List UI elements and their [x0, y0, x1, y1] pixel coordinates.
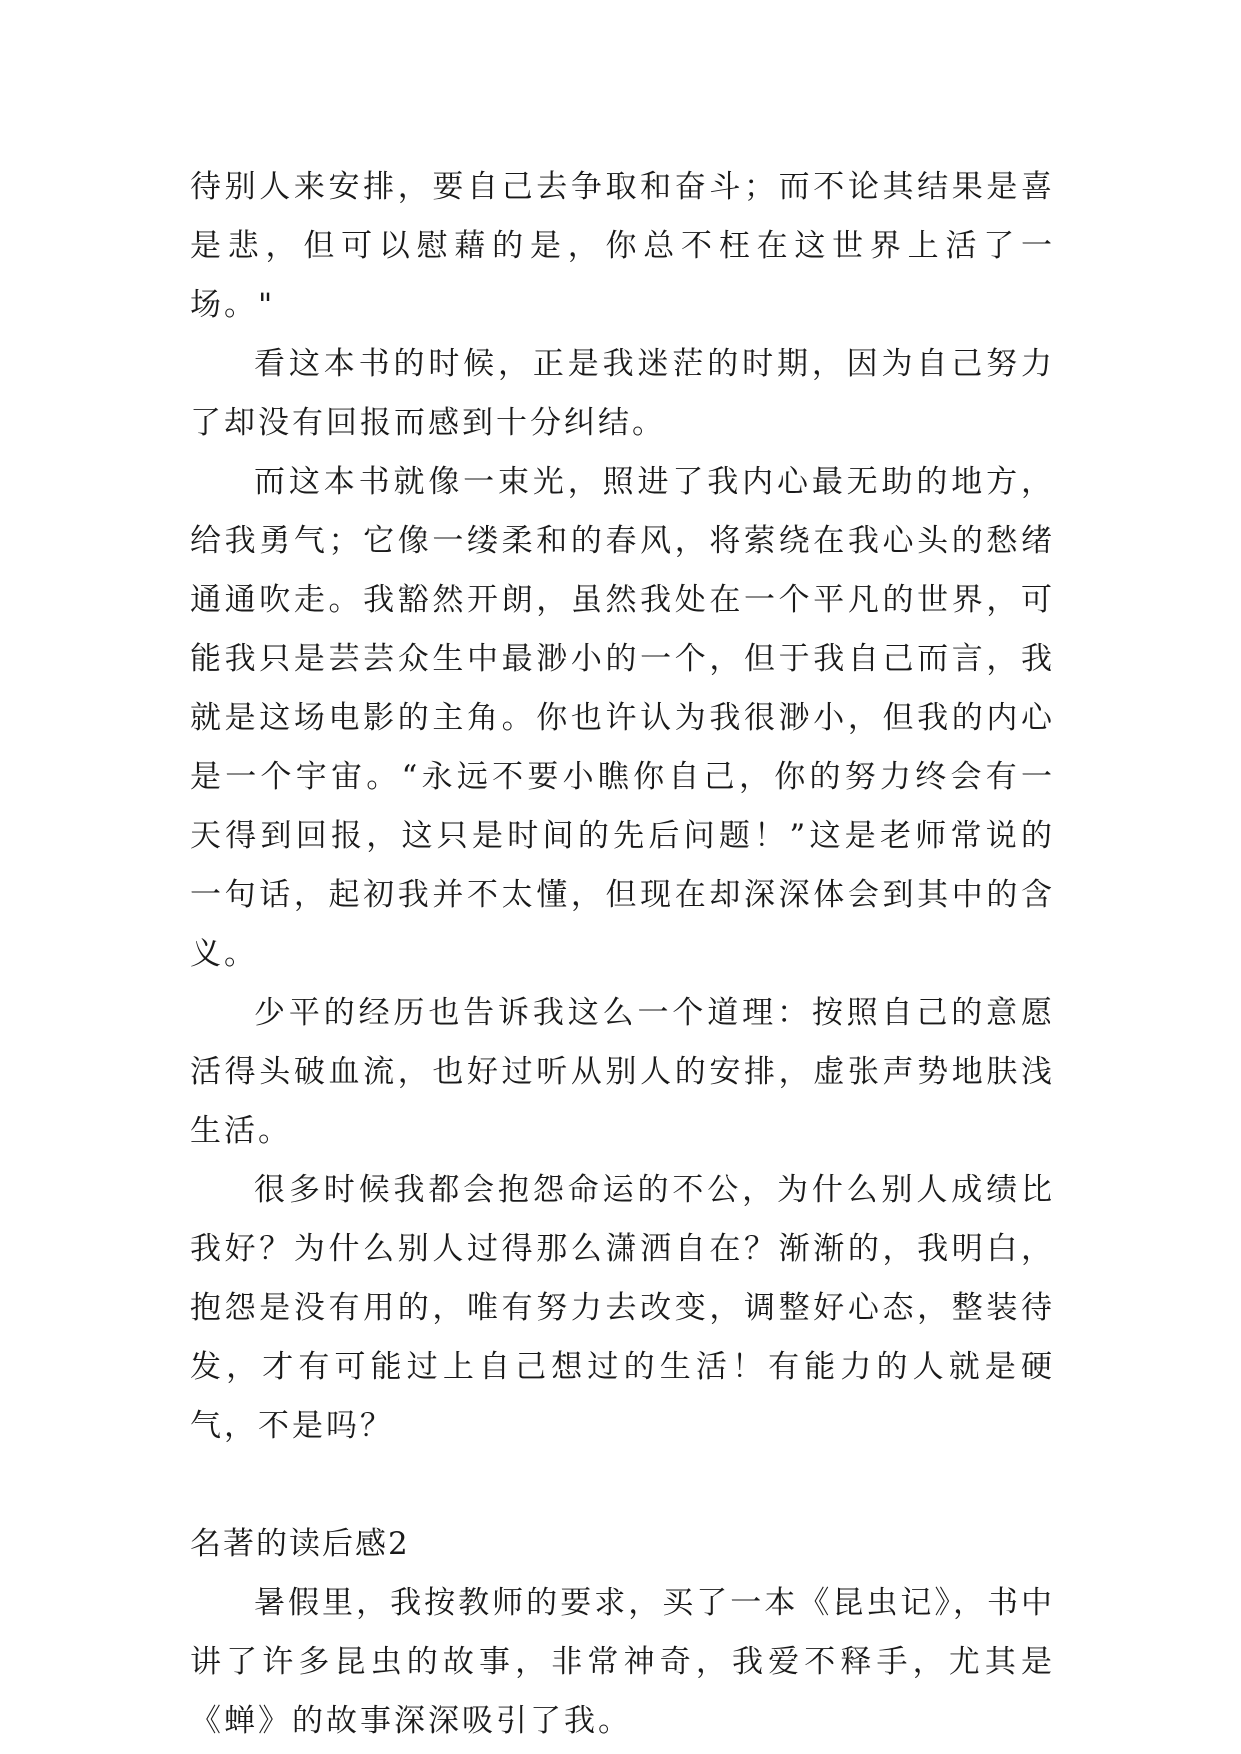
paragraph: 很多时候我都会抱怨命运的不公，为什么别人成绩比我好？为什么别人过得那么潇洒自在？渐渐的，我明白，抱怨是没有用的，唯有努力去改变，调整好心态，整装待发，才有可能过上自己想过的生活！有能力的人就是硬气，不是吗？	[190, 1172, 1055, 1444]
paragraph-continuation: 待别人来安排，要自己去争取和奋斗；而不论其结果是喜是悲，但可以慰藉的是，你总不枉在这世界上活了一场。"	[190, 169, 1055, 323]
document-body	[190, 158, 1055, 1751]
paragraph: 而这本书就像一束光，照进了我内心最无助的地方，给我勇气；它像一缕柔和的春风，将萦绕在我心头的愁绪通通吹走。我豁然开朗，虽然我处在一个平凡的世界，可能我只是芸芸众生中最渺小的一个，但于我自己而言，我就是这场电影的主角。你也许认为我很渺小，但我的内心是一个宇宙。“永远不要小瞧你自己，你的努力终会有一天得到回报，这只是时间的先后问题！”这是老师常说的一句话，起初我并不太懂，但现在却深深体会到其中的含义。	[190, 464, 1055, 972]
section-title: 名著的读后感2	[190, 1526, 410, 1562]
paragraph: 少平的经历也告诉我这么一个道理：按照自己的意愿活得头破血流，也好过听从别人的安排，虚张声势地肤浅生活。	[190, 995, 1055, 1149]
paragraph: 看这本书的时候，正是我迷茫的时期，因为自己努力了却没有回报而感到十分纠结。	[190, 346, 1055, 441]
paragraph: 暑假里，我按教师的要求，买了一本《昆虫记》，书中讲了许多昆虫的故事，非常神奇，我爱不释手，尤其是《蝉》的故事深深吸引了我。	[190, 1585, 1055, 1739]
